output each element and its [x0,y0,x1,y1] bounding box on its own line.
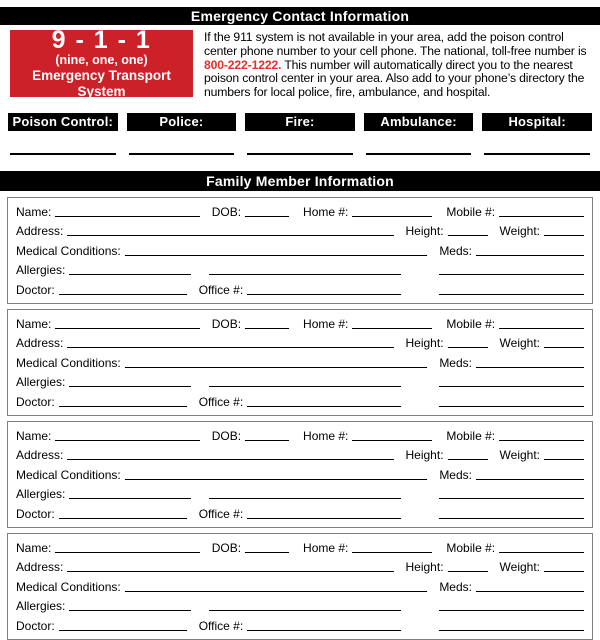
instructions-before: If the 911 system is not available in your area, add the poison control center phone number to your cell phone. The national, toll-free number is [204,30,587,58]
name-label: Name: [16,428,52,443]
doctor-label: Doctor: [16,506,55,521]
dob-blank[interactable] [245,552,289,553]
allergies-label: Allergies: [16,263,66,278]
address-label: Address: [16,448,64,463]
doctor-blank[interactable] [59,518,187,519]
family-member-box [7,197,593,304]
member-row-medical [16,580,584,593]
office-phone-label: Office #: [198,394,244,409]
meds-continuation-blank[interactable] [439,498,584,499]
office-phone-blank[interactable] [247,294,401,295]
contact-ambulance [364,113,474,155]
meds-continuation-blank-2[interactable] [439,630,584,631]
member-row-allergies [16,599,584,612]
contact-label-bar-poison-control [8,113,118,131]
home-phone-label: Home #: [303,204,349,219]
allergies-continuation-blank[interactable] [209,386,401,387]
meds-label: Meds: [439,579,472,594]
badge-911-phonetic: (nine, one, one) [55,53,148,67]
page-header-bar [0,7,600,25]
poison-control-phone-number: 800-222-1222. [204,57,282,72]
meds-label: Meds: [439,467,472,482]
doctor-blank[interactable] [59,406,187,407]
height-label: Height: [405,224,444,239]
allergies-label: Allergies: [16,375,66,390]
medical-conditions-label: Medical Conditions: [16,467,121,482]
name-label: Name: [16,204,52,219]
allergies-label: Allergies: [16,487,66,502]
member-row-medical [16,468,584,481]
meds-continuation-blank-2[interactable] [439,406,584,407]
family-member-box [7,421,593,528]
dob-label: DOB: [211,540,242,555]
name-blank[interactable] [55,216,199,217]
meds-label: Meds: [439,243,472,258]
allergies-blank[interactable] [69,610,191,611]
medical-conditions-blank[interactable] [125,255,428,256]
contact-hospital [482,113,592,155]
meds-blank[interactable] [476,591,584,592]
allergies-continuation-blank[interactable] [209,498,401,499]
contact-label-bar-hospital [482,113,592,131]
contact-poison-control [8,113,118,155]
member-row-identity [16,541,584,554]
medical-conditions-label: Medical Conditions: [16,579,121,594]
family-section-title: Family Member Information [206,172,394,189]
office-phone-label: Office #: [198,618,244,633]
height-blank[interactable] [448,571,488,572]
doctor-blank[interactable] [59,294,187,295]
contact-label-bar-ambulance [364,113,474,131]
contact-police [127,113,237,155]
ambulance-blank-line[interactable] [366,153,472,155]
mobile-phone-blank[interactable] [499,440,584,441]
weight-label: Weight: [499,336,540,351]
member-row-doctor [16,507,584,520]
allergies-blank[interactable] [69,498,191,499]
contact-label: Hospital: [508,113,566,129]
weight-blank[interactable] [544,347,584,348]
allergies-continuation-blank[interactable] [209,274,401,275]
height-blank[interactable] [448,459,488,460]
mobile-phone-label: Mobile #: [446,428,496,443]
family-member-box [7,309,593,416]
name-label: Name: [16,540,52,555]
height-blank[interactable] [448,347,488,348]
badge-911 [10,26,193,99]
member-row-identity [16,205,584,218]
doctor-blank[interactable] [59,630,187,631]
contact-label: Fire: [285,113,315,129]
office-phone-label: Office #: [198,506,244,521]
medical-conditions-blank[interactable] [125,367,428,368]
fire-blank-line[interactable] [247,153,353,155]
mobile-phone-label: Mobile #: [446,204,496,219]
doctor-label: Doctor: [16,618,55,633]
weight-label: Weight: [499,224,540,239]
home-phone-blank[interactable] [352,552,432,553]
height-label: Height: [405,448,444,463]
medical-conditions-blank[interactable] [125,591,428,592]
doctor-label: Doctor: [16,282,55,297]
hospital-blank-line[interactable] [484,153,590,155]
member-row-medical [16,356,584,369]
dob-blank[interactable] [245,440,289,441]
address-blank[interactable] [67,235,393,236]
contact-label-bar-police [127,113,237,131]
family-member-box [7,533,593,640]
home-phone-label: Home #: [303,316,349,331]
allergies-continuation-blank[interactable] [209,610,401,611]
family-members-list [7,197,593,640]
doctor-label: Doctor: [16,394,55,409]
badge-911-caption: Emergency Transport System [32,68,171,99]
meds-continuation-blank-2[interactable] [439,518,584,519]
meds-continuation-blank[interactable] [439,386,584,387]
office-phone-blank[interactable] [247,630,401,631]
address-label: Address: [16,336,64,351]
address-blank[interactable] [67,347,393,348]
office-phone-blank[interactable] [247,518,401,519]
member-row-address [16,336,584,349]
address-label: Address: [16,560,64,575]
address-label: Address: [16,224,64,239]
member-row-identity [16,429,584,442]
weight-blank[interactable] [544,571,584,572]
meds-continuation-blank-2[interactable] [439,294,584,295]
meds-continuation-blank[interactable] [439,274,584,275]
badge-911-number: 9 - 1 - 1 [51,26,152,54]
home-phone-label: Home #: [303,540,349,555]
instructions-text [204,31,593,100]
allergies-blank[interactable] [69,274,191,275]
home-phone-blank[interactable] [352,440,432,441]
contact-fire [245,113,355,155]
allergies-label: Allergies: [16,599,66,614]
address-blank[interactable] [67,459,393,460]
meds-blank[interactable] [476,479,584,480]
member-row-doctor [16,283,584,296]
height-blank[interactable] [448,235,488,236]
height-label: Height: [405,560,444,575]
weight-label: Weight: [499,448,540,463]
mobile-phone-label: Mobile #: [446,540,496,555]
dob-label: DOB: [211,428,242,443]
contact-label: Ambulance: [380,113,457,129]
home-phone-blank[interactable] [352,328,432,329]
member-row-doctor [16,619,584,632]
member-row-address [16,560,584,573]
mobile-phone-blank[interactable] [499,216,584,217]
mobile-phone-label: Mobile #: [446,316,496,331]
name-blank[interactable] [55,328,199,329]
meds-blank[interactable] [476,367,584,368]
meds-continuation-blank[interactable] [439,610,584,611]
allergies-blank[interactable] [69,386,191,387]
medical-conditions-label: Medical Conditions: [16,355,121,370]
mobile-phone-blank[interactable] [499,552,584,553]
poison-control-blank-line[interactable] [10,153,116,155]
meds-blank[interactable] [476,255,584,256]
dob-label: DOB: [211,316,242,331]
name-label: Name: [16,316,52,331]
member-row-identity [16,317,584,330]
name-blank[interactable] [55,552,199,553]
meds-label: Meds: [439,355,472,370]
medical-conditions-label: Medical Conditions: [16,243,121,258]
member-row-allergies [16,263,584,276]
contact-label: Police: [159,113,204,129]
address-blank[interactable] [67,571,393,572]
height-label: Height: [405,336,444,351]
office-phone-label: Office #: [198,282,244,297]
family-header-bar [0,171,600,191]
dob-blank[interactable] [245,216,289,217]
dob-label: DOB: [211,204,242,219]
intro-section [10,26,593,100]
page-title: Emergency Contact Information [190,8,410,24]
contact-label: Poison Control: [12,113,114,129]
police-blank-line[interactable] [129,153,235,155]
office-phone-blank[interactable] [247,406,401,407]
contact-label-bar-fire [245,113,355,131]
member-row-address [16,448,584,461]
member-row-allergies [16,375,584,388]
home-phone-blank[interactable] [352,216,432,217]
weight-blank[interactable] [544,235,584,236]
weight-blank[interactable] [544,459,584,460]
mobile-phone-blank[interactable] [499,328,584,329]
name-blank[interactable] [55,440,199,441]
home-phone-label: Home #: [303,428,349,443]
member-row-doctor [16,395,584,408]
emergency-contacts-row [8,113,592,155]
member-row-allergies [16,487,584,500]
medical-conditions-blank[interactable] [125,479,428,480]
member-row-address [16,224,584,237]
instructions-after: This number will automatically direct you to the nearest poison control center in your area. Also add to your phone’s directory the numbers for local police, fire, ambulance, and hospital. [204,57,585,100]
member-row-medical [16,244,584,257]
dob-blank[interactable] [245,328,289,329]
weight-label: Weight: [499,560,540,575]
